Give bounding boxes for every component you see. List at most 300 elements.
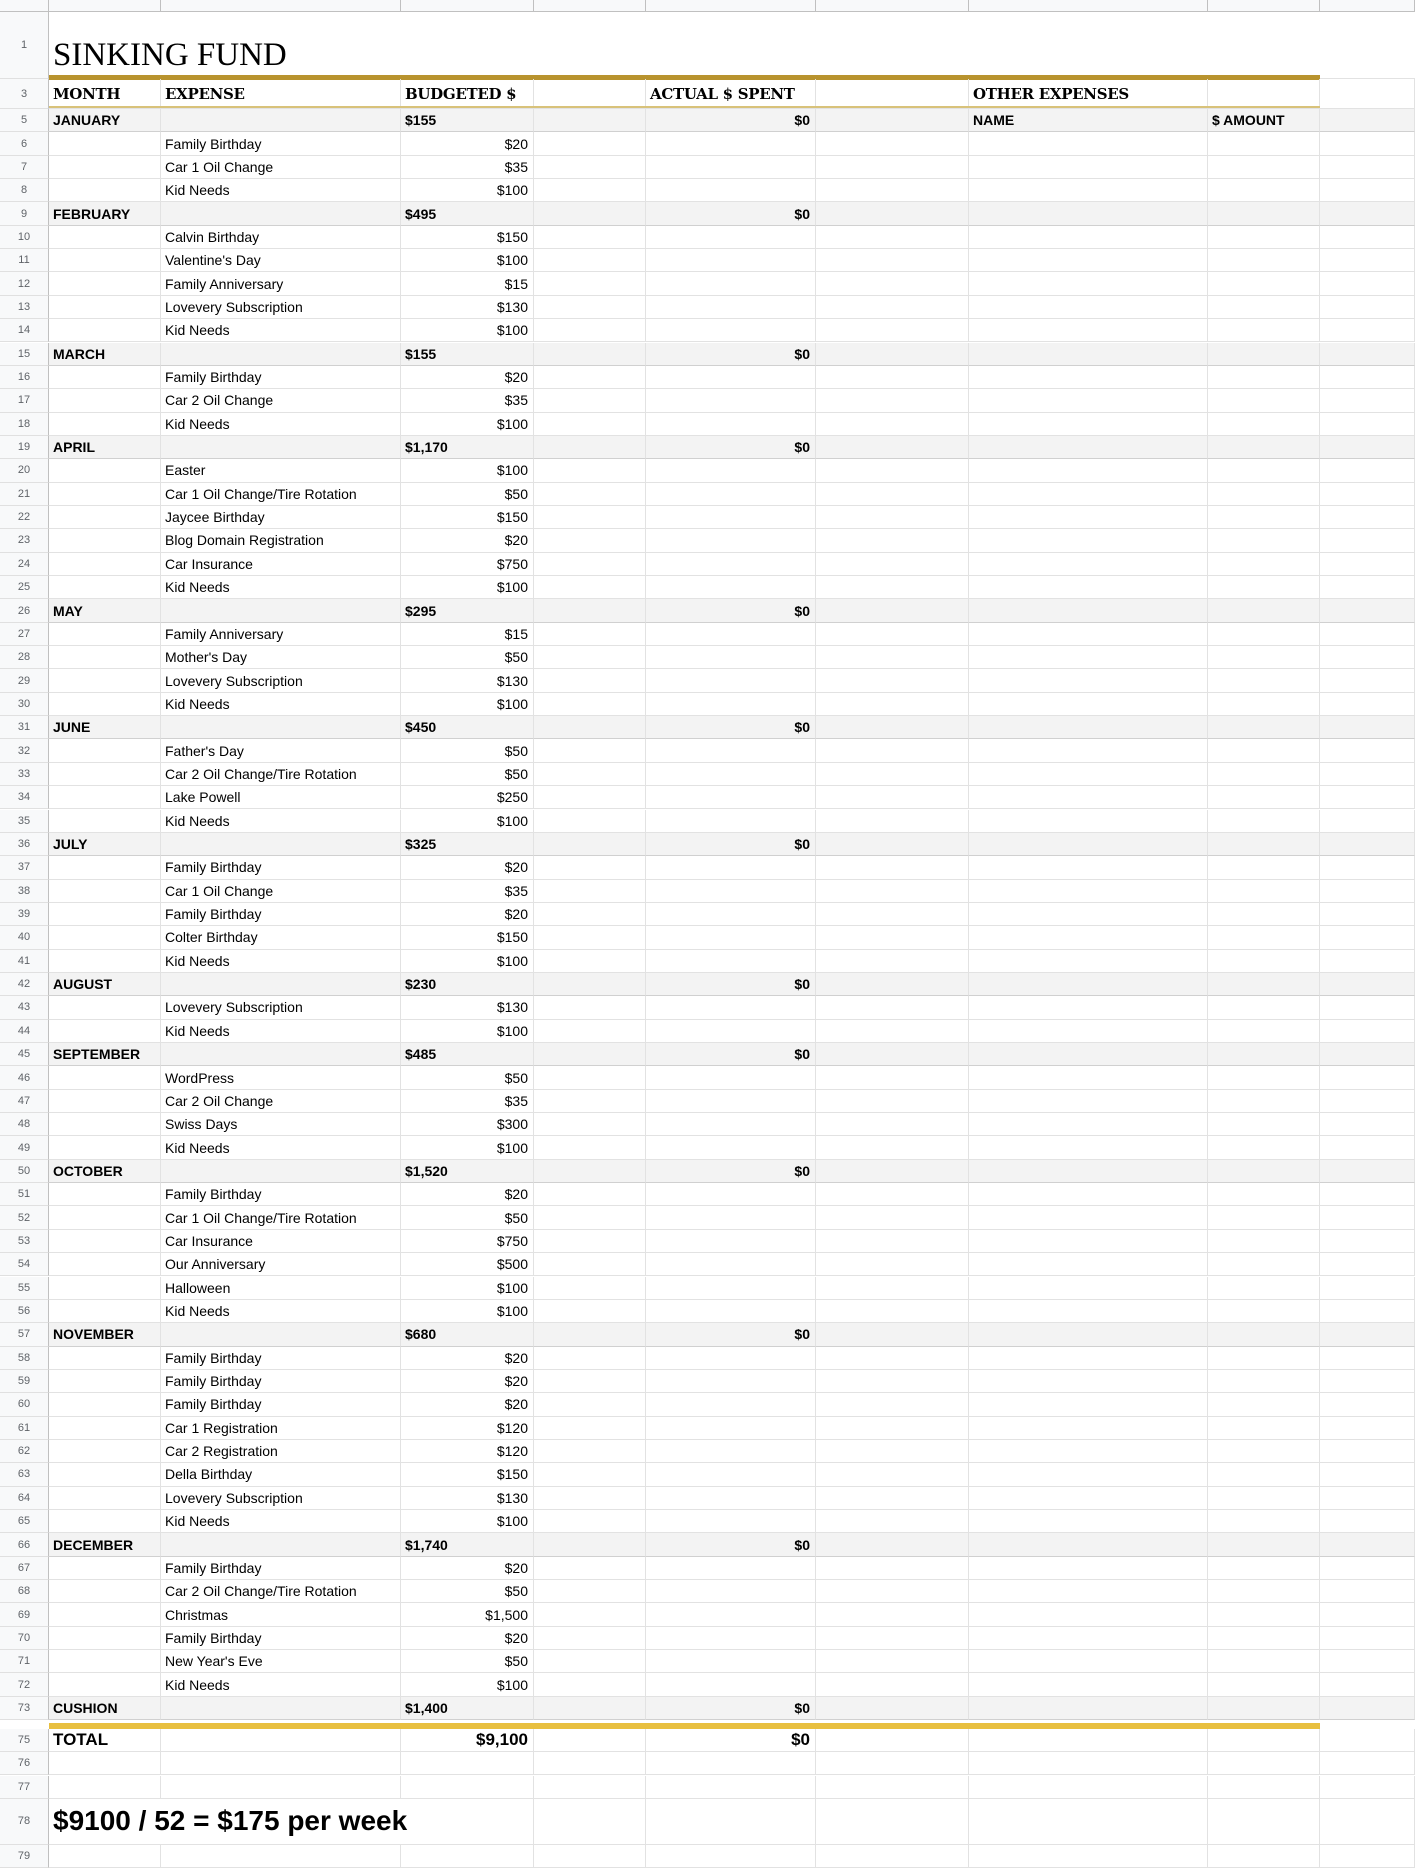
grid-cell[interactable]: [161, 576, 401, 599]
grid-cell[interactable]: [1320, 1463, 1415, 1486]
grid-cell[interactable]: [534, 1580, 646, 1603]
grid-cell[interactable]: [816, 669, 969, 692]
grid-cell[interactable]: [49, 1347, 161, 1370]
row-number[interactable]: 71: [0, 1650, 49, 1673]
grid-cell[interactable]: [49, 1463, 161, 1486]
grid-cell[interactable]: [816, 1752, 969, 1775]
grid-cell[interactable]: [401, 716, 534, 739]
grid-cell[interactable]: [1320, 12, 1415, 79]
grid-cell[interactable]: [49, 343, 161, 366]
grid-cell[interactable]: [816, 1729, 969, 1752]
grid-cell[interactable]: [1320, 1206, 1415, 1229]
grid-cell[interactable]: [1208, 296, 1320, 319]
grid-cell[interactable]: [49, 12, 287, 79]
row-number[interactable]: 19: [0, 436, 49, 459]
grid-cell[interactable]: [49, 179, 161, 202]
grid-cell[interactable]: [1208, 810, 1320, 833]
grid-cell[interactable]: [1208, 389, 1320, 412]
grid-cell[interactable]: [816, 389, 969, 412]
grid-cell[interactable]: [161, 1463, 401, 1486]
grid-cell[interactable]: [816, 272, 969, 295]
grid-cell[interactable]: [969, 716, 1208, 739]
grid-cell[interactable]: [1320, 786, 1415, 809]
grid-cell[interactable]: [49, 506, 161, 529]
grid-cell[interactable]: [1320, 1090, 1415, 1113]
row-number[interactable]: 55: [0, 1277, 49, 1300]
grid-cell[interactable]: [646, 109, 816, 132]
grid-cell[interactable]: [49, 1020, 161, 1043]
grid-cell[interactable]: [401, 553, 534, 576]
row-number[interactable]: 31: [0, 716, 49, 739]
grid-cell[interactable]: [534, 996, 646, 1019]
row-number[interactable]: 6: [0, 132, 49, 155]
grid-cell[interactable]: [1320, 1323, 1415, 1346]
grid-cell[interactable]: [49, 296, 161, 319]
grid-cell[interactable]: [49, 1277, 161, 1300]
grid-cell[interactable]: [534, 1393, 646, 1416]
grid-cell[interactable]: [534, 599, 646, 622]
grid-cell[interactable]: [1320, 950, 1415, 973]
grid-cell[interactable]: [401, 1066, 534, 1089]
grid-cell[interactable]: [534, 202, 646, 225]
grid-cell[interactable]: [969, 1183, 1208, 1206]
grid-cell[interactable]: [534, 1440, 646, 1463]
grid-cell[interactable]: [49, 599, 161, 622]
row-number[interactable]: 30: [0, 693, 49, 716]
grid-cell[interactable]: [1208, 1799, 1320, 1845]
grid-cell[interactable]: [816, 1253, 969, 1276]
grid-cell[interactable]: [534, 973, 646, 996]
grid-cell[interactable]: [1320, 79, 1415, 109]
grid-cell[interactable]: [816, 179, 969, 202]
grid-cell[interactable]: [161, 366, 401, 389]
grid-cell[interactable]: [1320, 1603, 1415, 1626]
grid-cell[interactable]: [816, 599, 969, 622]
grid-cell[interactable]: [646, 319, 816, 342]
grid-cell[interactable]: [1208, 576, 1320, 599]
grid-cell[interactable]: [161, 506, 401, 529]
grid-cell[interactable]: [49, 786, 161, 809]
grid-cell[interactable]: [534, 810, 646, 833]
grid-cell[interactable]: [1320, 973, 1415, 996]
grid-cell[interactable]: [1320, 249, 1415, 272]
grid-cell[interactable]: [969, 436, 1208, 459]
grid-cell[interactable]: [816, 1323, 969, 1346]
grid-cell[interactable]: [161, 1206, 401, 1229]
grid-cell[interactable]: [49, 1183, 161, 1206]
grid-cell[interactable]: [534, 1347, 646, 1370]
grid-cell[interactable]: [1208, 1370, 1320, 1393]
column-header-e[interactable]: [646, 0, 816, 12]
grid-cell[interactable]: [534, 343, 646, 366]
grid-cell[interactable]: [1208, 669, 1320, 692]
grid-cell[interactable]: [646, 436, 816, 459]
grid-cell[interactable]: [646, 272, 816, 295]
row-number[interactable]: 48: [0, 1113, 49, 1136]
grid-cell[interactable]: [969, 529, 1208, 552]
row-number[interactable]: 37: [0, 856, 49, 879]
grid-cell[interactable]: [161, 880, 401, 903]
grid-cell[interactable]: [816, 483, 969, 506]
grid-cell[interactable]: [49, 1799, 408, 1845]
grid-cell[interactable]: [1208, 366, 1320, 389]
grid-cell[interactable]: [1320, 343, 1415, 366]
grid-cell[interactable]: [401, 79, 534, 109]
grid-cell[interactable]: [816, 343, 969, 366]
row-number[interactable]: 36: [0, 833, 49, 856]
grid-cell[interactable]: [401, 12, 534, 79]
grid-cell[interactable]: [49, 79, 161, 109]
grid-cell[interactable]: [534, 1277, 646, 1300]
grid-cell[interactable]: [49, 1393, 161, 1416]
grid-cell[interactable]: [646, 1020, 816, 1043]
grid-cell[interactable]: [534, 296, 646, 319]
grid-cell[interactable]: [49, 669, 161, 692]
grid-cell[interactable]: [816, 1650, 969, 1673]
grid-cell[interactable]: [161, 1729, 401, 1752]
grid-cell[interactable]: [1320, 739, 1415, 762]
row-number[interactable]: 68: [0, 1580, 49, 1603]
grid-cell[interactable]: [969, 226, 1208, 249]
grid-cell[interactable]: [49, 1090, 161, 1113]
grid-cell[interactable]: [49, 1230, 161, 1253]
grid-cell[interactable]: [969, 1580, 1208, 1603]
grid-cell[interactable]: [816, 249, 969, 272]
grid-cell[interactable]: [49, 1673, 161, 1696]
grid-cell[interactable]: [1208, 1183, 1320, 1206]
grid-cell[interactable]: [1320, 1277, 1415, 1300]
grid-cell[interactable]: [161, 739, 401, 762]
grid-cell[interactable]: [1208, 1487, 1320, 1510]
grid-cell[interactable]: [161, 1230, 401, 1253]
grid-cell[interactable]: [401, 1393, 534, 1416]
grid-cell[interactable]: [161, 669, 401, 692]
grid-cell[interactable]: [1208, 1136, 1320, 1159]
grid-cell[interactable]: [49, 1253, 161, 1276]
grid-cell[interactable]: [49, 1206, 161, 1229]
row-number[interactable]: 17: [0, 389, 49, 412]
grid-cell[interactable]: [816, 1160, 969, 1183]
grid-cell[interactable]: [1320, 763, 1415, 786]
grid-cell[interactable]: [161, 973, 401, 996]
row-number[interactable]: 11: [0, 249, 49, 272]
grid-cell[interactable]: [401, 739, 534, 762]
grid-cell[interactable]: [534, 1136, 646, 1159]
grid-cell[interactable]: [816, 1230, 969, 1253]
grid-cell[interactable]: [401, 1845, 534, 1868]
grid-cell[interactable]: [646, 79, 816, 109]
grid-cell[interactable]: [969, 1533, 1208, 1556]
row-number[interactable]: 16: [0, 366, 49, 389]
grid-cell[interactable]: [1208, 1206, 1320, 1229]
grid-cell[interactable]: [1320, 436, 1415, 459]
row-number[interactable]: 20: [0, 459, 49, 482]
grid-cell[interactable]: [646, 1393, 816, 1416]
grid-cell[interactable]: [646, 553, 816, 576]
grid-cell[interactable]: [534, 833, 646, 856]
grid-cell[interactable]: [1208, 1066, 1320, 1089]
grid-cell[interactable]: [646, 973, 816, 996]
grid-cell[interactable]: [401, 1752, 534, 1775]
grid-cell[interactable]: [1208, 1230, 1320, 1253]
grid-cell[interactable]: [1208, 413, 1320, 436]
grid-cell[interactable]: [1208, 1440, 1320, 1463]
grid-cell[interactable]: [534, 646, 646, 669]
grid-cell[interactable]: [1208, 880, 1320, 903]
grid-cell[interactable]: [1320, 1300, 1415, 1323]
grid-cell[interactable]: [816, 880, 969, 903]
grid-cell[interactable]: [161, 1066, 401, 1089]
grid-cell[interactable]: [1208, 833, 1320, 856]
grid-cell[interactable]: [1208, 903, 1320, 926]
grid-cell[interactable]: [401, 599, 534, 622]
grid-cell[interactable]: [1320, 1697, 1415, 1720]
grid-cell[interactable]: [816, 132, 969, 155]
grid-cell[interactable]: [161, 1673, 401, 1696]
grid-cell[interactable]: [161, 1323, 401, 1346]
grid-cell[interactable]: [1208, 716, 1320, 739]
grid-cell[interactable]: [1320, 413, 1415, 436]
grid-cell[interactable]: [1208, 12, 1320, 79]
column-header-d[interactable]: [534, 0, 646, 12]
grid-cell[interactable]: [401, 436, 534, 459]
grid-cell[interactable]: [1320, 1160, 1415, 1183]
grid-cell[interactable]: [1208, 249, 1320, 272]
grid-cell[interactable]: [161, 179, 401, 202]
grid-cell[interactable]: [534, 1090, 646, 1113]
row-number[interactable]: 14: [0, 319, 49, 342]
grid-cell[interactable]: [1208, 226, 1320, 249]
grid-cell[interactable]: [1208, 950, 1320, 973]
grid-cell[interactable]: [816, 763, 969, 786]
row-number[interactable]: 9: [0, 202, 49, 225]
grid-cell[interactable]: [401, 319, 534, 342]
grid-cell[interactable]: [1320, 693, 1415, 716]
grid-cell[interactable]: [49, 459, 161, 482]
grid-cell[interactable]: [1320, 1253, 1415, 1276]
grid-cell[interactable]: [646, 1673, 816, 1696]
grid-cell[interactable]: [646, 810, 816, 833]
row-number[interactable]: 18: [0, 413, 49, 436]
grid-cell[interactable]: [401, 1347, 534, 1370]
grid-cell[interactable]: [401, 669, 534, 692]
grid-cell[interactable]: [969, 1347, 1208, 1370]
row-number[interactable]: 77: [0, 1776, 49, 1799]
row-number[interactable]: 3: [0, 79, 49, 109]
column-header-a[interactable]: [49, 0, 161, 12]
grid-cell[interactable]: [401, 1417, 534, 1440]
grid-cell[interactable]: [1208, 1776, 1320, 1799]
grid-cell[interactable]: [1320, 226, 1415, 249]
row-number[interactable]: 12: [0, 272, 49, 295]
grid-cell[interactable]: [816, 996, 969, 1019]
grid-cell[interactable]: [401, 1253, 534, 1276]
grid-cell[interactable]: [161, 1020, 401, 1043]
grid-cell[interactable]: [49, 1510, 161, 1533]
grid-cell[interactable]: [1320, 1136, 1415, 1159]
grid-cell[interactable]: [1320, 1417, 1415, 1440]
grid-cell[interactable]: [1320, 272, 1415, 295]
grid-cell[interactable]: [49, 739, 161, 762]
grid-cell[interactable]: [969, 1230, 1208, 1253]
grid-cell[interactable]: [1208, 506, 1320, 529]
grid-cell[interactable]: [1208, 1090, 1320, 1113]
grid-cell[interactable]: [534, 179, 646, 202]
grid-cell[interactable]: [161, 202, 401, 225]
grid-cell[interactable]: [534, 763, 646, 786]
grid-cell[interactable]: [646, 739, 816, 762]
grid-cell[interactable]: [534, 272, 646, 295]
grid-cell[interactable]: [969, 903, 1208, 926]
grid-cell[interactable]: [646, 1729, 816, 1752]
grid-cell[interactable]: [1208, 1253, 1320, 1276]
grid-cell[interactable]: [49, 1370, 161, 1393]
grid-cell[interactable]: [1208, 693, 1320, 716]
grid-cell[interactable]: [969, 1440, 1208, 1463]
grid-cell[interactable]: [161, 226, 401, 249]
grid-cell[interactable]: [49, 1487, 161, 1510]
grid-cell[interactable]: [1208, 109, 1320, 132]
grid-cell[interactable]: [534, 109, 646, 132]
grid-cell[interactable]: [401, 272, 534, 295]
grid-cell[interactable]: [161, 132, 401, 155]
grid-cell[interactable]: [816, 1799, 969, 1845]
grid-cell[interactable]: [1320, 1347, 1415, 1370]
grid-cell[interactable]: [816, 810, 969, 833]
grid-cell[interactable]: [401, 763, 534, 786]
grid-cell[interactable]: [969, 1323, 1208, 1346]
grid-cell[interactable]: [646, 366, 816, 389]
grid-cell[interactable]: [1208, 319, 1320, 342]
grid-cell[interactable]: [161, 1183, 401, 1206]
row-number[interactable]: 26: [0, 599, 49, 622]
grid-cell[interactable]: [161, 109, 401, 132]
grid-cell[interactable]: [816, 1603, 969, 1626]
grid-cell[interactable]: [816, 553, 969, 576]
grid-cell[interactable]: [1208, 763, 1320, 786]
grid-cell[interactable]: [49, 1323, 161, 1346]
grid-cell[interactable]: [401, 786, 534, 809]
grid-cell[interactable]: [1320, 810, 1415, 833]
grid-cell[interactable]: [401, 880, 534, 903]
grid-cell[interactable]: [646, 132, 816, 155]
grid-cell[interactable]: [401, 459, 534, 482]
grid-cell[interactable]: [401, 483, 534, 506]
grid-cell[interactable]: [969, 1417, 1208, 1440]
grid-cell[interactable]: [401, 1183, 534, 1206]
grid-cell[interactable]: [969, 973, 1208, 996]
grid-cell[interactable]: [816, 1845, 969, 1868]
grid-cell[interactable]: [401, 343, 534, 366]
grid-cell[interactable]: [646, 693, 816, 716]
grid-cell[interactable]: [1208, 1043, 1320, 1066]
grid-cell[interactable]: [401, 132, 534, 155]
grid-cell[interactable]: [161, 249, 401, 272]
grid-cell[interactable]: [49, 576, 161, 599]
grid-cell[interactable]: [816, 1347, 969, 1370]
grid-cell[interactable]: [646, 1845, 816, 1868]
grid-cell[interactable]: [1208, 1020, 1320, 1043]
grid-cell[interactable]: [161, 1136, 401, 1159]
grid-cell[interactable]: [646, 343, 816, 366]
grid-cell[interactable]: [161, 1090, 401, 1113]
grid-cell[interactable]: [646, 1230, 816, 1253]
row-number[interactable]: 25: [0, 576, 49, 599]
grid-cell[interactable]: [646, 1160, 816, 1183]
grid-cell[interactable]: [161, 1113, 401, 1136]
grid-cell[interactable]: [401, 296, 534, 319]
grid-cell[interactable]: [646, 529, 816, 552]
grid-cell[interactable]: [401, 576, 534, 599]
grid-cell[interactable]: [1320, 1729, 1415, 1752]
grid-cell[interactable]: [1208, 739, 1320, 762]
grid-cell[interactable]: [1320, 1066, 1415, 1089]
grid-cell[interactable]: [969, 1043, 1208, 1066]
grid-cell[interactable]: [161, 459, 401, 482]
grid-cell[interactable]: [534, 1845, 646, 1868]
grid-cell[interactable]: [49, 436, 161, 459]
column-header-i[interactable]: [1320, 0, 1415, 12]
grid-cell[interactable]: [401, 1206, 534, 1229]
row-number[interactable]: 76: [0, 1752, 49, 1775]
grid-cell[interactable]: [969, 1253, 1208, 1276]
row-number[interactable]: 65: [0, 1510, 49, 1533]
grid-cell[interactable]: [534, 1370, 646, 1393]
grid-cell[interactable]: [1208, 132, 1320, 155]
grid-cell[interactable]: [816, 1183, 969, 1206]
grid-cell[interactable]: [49, 996, 161, 1019]
grid-cell[interactable]: [816, 576, 969, 599]
grid-cell[interactable]: [816, 1300, 969, 1323]
grid-cell[interactable]: [1320, 483, 1415, 506]
row-number[interactable]: 24: [0, 553, 49, 576]
grid-cell[interactable]: [646, 1300, 816, 1323]
grid-cell[interactable]: [161, 810, 401, 833]
grid-cell[interactable]: [49, 950, 161, 973]
grid-cell[interactable]: [1208, 1300, 1320, 1323]
grid-cell[interactable]: [401, 1776, 534, 1799]
grid-cell[interactable]: [969, 646, 1208, 669]
grid-cell[interactable]: [1208, 1160, 1320, 1183]
grid-cell[interactable]: [49, 249, 161, 272]
grid-cell[interactable]: [534, 1729, 646, 1752]
grid-cell[interactable]: [969, 296, 1208, 319]
grid-cell[interactable]: [1320, 1510, 1415, 1533]
grid-cell[interactable]: [534, 576, 646, 599]
grid-cell[interactable]: [401, 506, 534, 529]
grid-cell[interactable]: [1320, 1440, 1415, 1463]
grid-cell[interactable]: [969, 109, 1208, 132]
grid-cell[interactable]: [534, 1043, 646, 1066]
grid-cell[interactable]: [1208, 1417, 1320, 1440]
grid-cell[interactable]: [1320, 599, 1415, 622]
grid-cell[interactable]: [816, 833, 969, 856]
grid-cell[interactable]: [816, 1136, 969, 1159]
grid-cell[interactable]: [969, 1463, 1208, 1486]
grid-cell[interactable]: [401, 996, 534, 1019]
row-number[interactable]: 33: [0, 763, 49, 786]
grid-cell[interactable]: [49, 1650, 161, 1673]
column-header-h[interactable]: [1208, 0, 1320, 12]
grid-cell[interactable]: [646, 1090, 816, 1113]
grid-cell[interactable]: [816, 436, 969, 459]
grid-cell[interactable]: [1208, 156, 1320, 179]
grid-cell[interactable]: [49, 1603, 161, 1626]
grid-cell[interactable]: [1320, 669, 1415, 692]
grid-cell[interactable]: [1320, 553, 1415, 576]
column-header-f[interactable]: [816, 0, 969, 12]
grid-cell[interactable]: [49, 1627, 161, 1650]
